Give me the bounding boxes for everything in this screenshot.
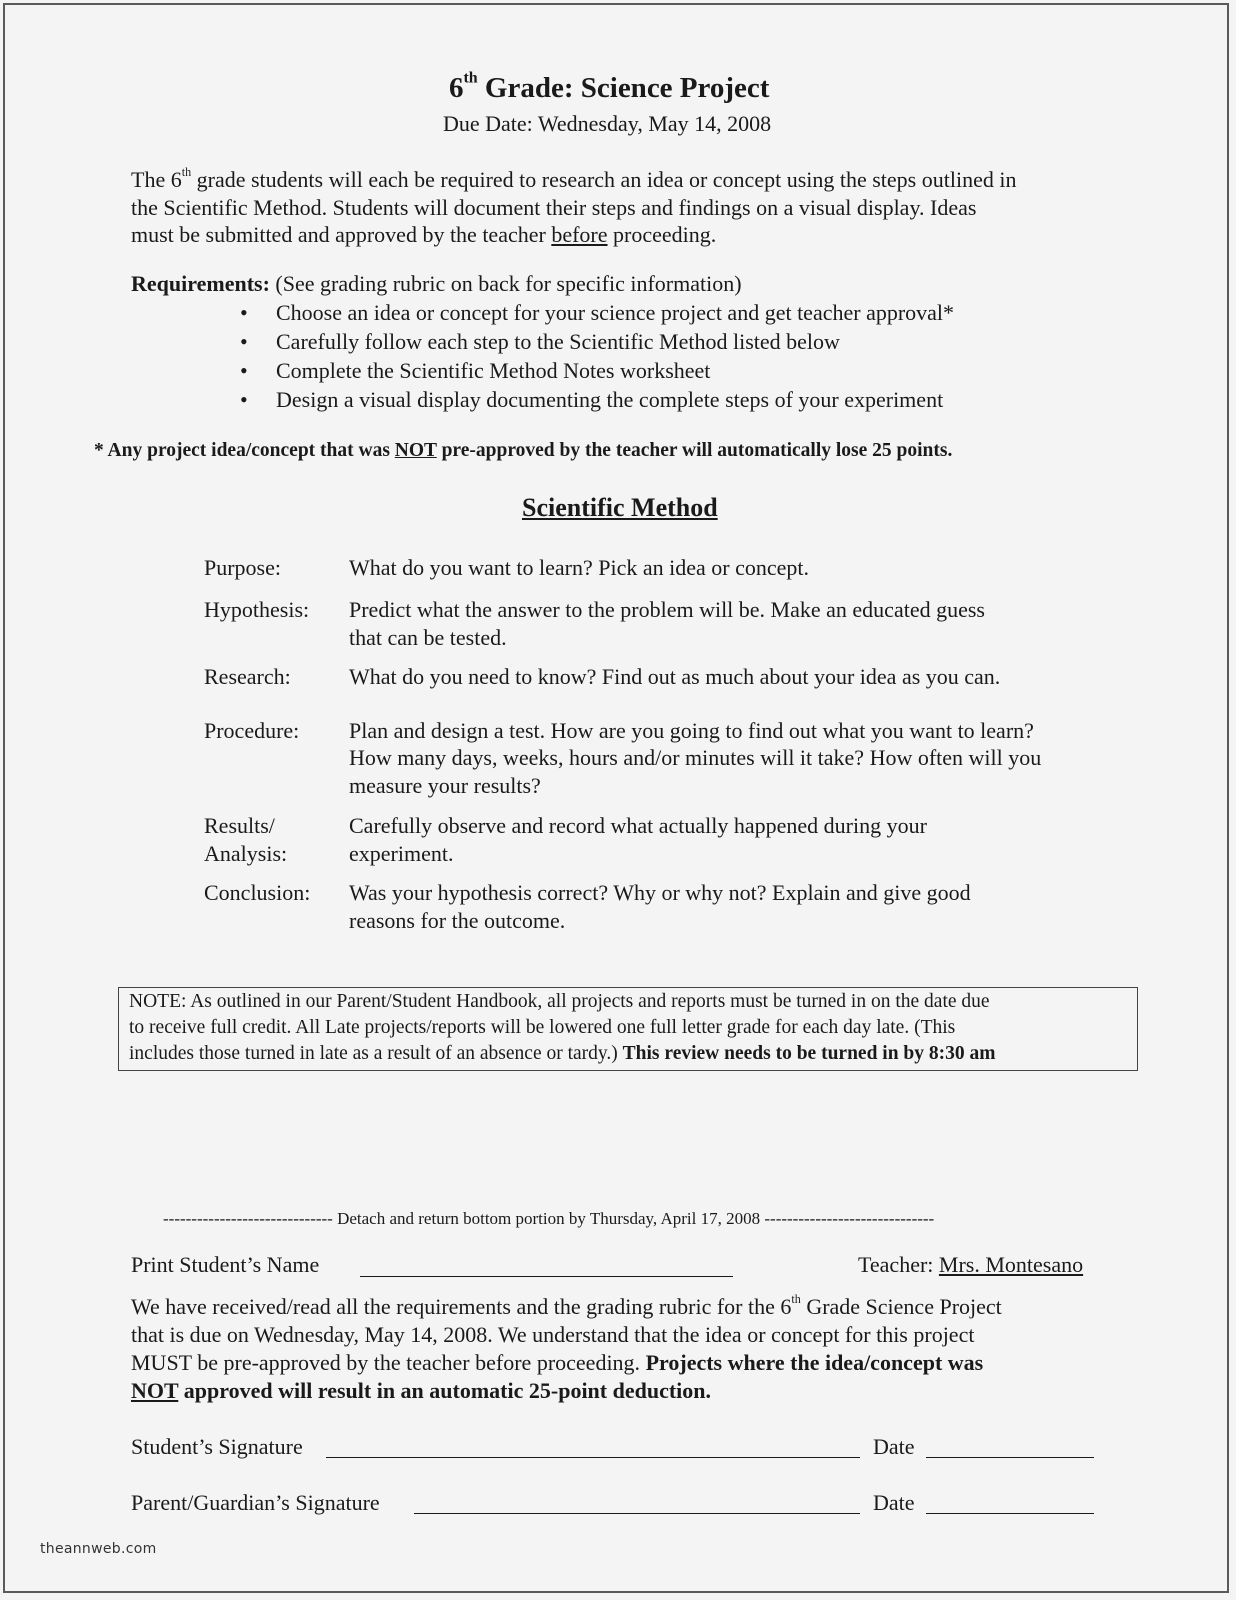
requirements-heading: Requirements: (See grading rubric on back for specific information) bbox=[131, 271, 742, 296]
step-label-research: Research: bbox=[204, 664, 291, 689]
bullet-icon: • bbox=[240, 300, 248, 325]
step-text-hypothesis: that can be tested. bbox=[349, 625, 507, 650]
intro-line-2: the Scientific Method. Students will document their steps and findings on a visual display. Ideas bbox=[131, 195, 977, 220]
requirement-item: Carefully follow each step to the Scientific Method listed below bbox=[276, 329, 840, 354]
student-name-field[interactable] bbox=[360, 1256, 733, 1277]
pre-approval-warning: * Any project idea/concept that was NOT pre-approved by the teacher will automatically lose 25 points. bbox=[94, 440, 953, 461]
student-name-label: Print Student’s Name bbox=[131, 1252, 320, 1277]
requirement-item: Complete the Scientific Method Notes worksheet bbox=[276, 358, 711, 383]
step-text-procedure: How many days, weeks, hours and/or minutes will it take? How often will you bbox=[349, 745, 1042, 770]
student-signature-label: Student’s Signature bbox=[131, 1434, 303, 1459]
parent-signature-field[interactable] bbox=[414, 1493, 860, 1514]
teacher-line: Teacher: Mrs. Montesano bbox=[858, 1252, 1084, 1277]
step-text-procedure: Plan and design a test. How are you going to find out what you want to learn? bbox=[349, 718, 1034, 743]
teacher-name: Mrs. Montesano bbox=[938, 1252, 1084, 1277]
step-label-results: Results/ bbox=[204, 813, 275, 838]
parent-date-label: Date bbox=[873, 1490, 915, 1515]
student-signature-field[interactable] bbox=[326, 1437, 860, 1458]
scientific-method-heading: Scientific Method bbox=[522, 493, 718, 522]
bullet-icon: • bbox=[240, 387, 248, 412]
note-line-3: includes those turned in late as a result of an absence or tardy.) This review needs to be turned in by 8:30 am bbox=[129, 1043, 996, 1064]
note-line-1: NOTE: As outlined in our Parent/Student Handbook, all projects and reports must be turned in on the date due bbox=[129, 991, 990, 1012]
step-label-hypothesis: Hypothesis: bbox=[204, 597, 310, 622]
step-text-conclusion: Was your hypothesis correct? Why or why not? Explain and give good bbox=[349, 880, 971, 905]
detach-line: ------------------------------ Detach and return bottom portion by Thursday, April 17, 2008 ------------------------------ bbox=[163, 1209, 935, 1228]
student-date-label: Date bbox=[873, 1434, 915, 1459]
ack-line-3: MUST be pre-approved by the teacher before proceeding. Projects where the idea/concept was bbox=[131, 1350, 984, 1375]
step-label-analysis: Analysis: bbox=[204, 841, 288, 866]
requirement-item: Design a visual display documenting the complete steps of your experiment bbox=[276, 387, 944, 412]
step-text-results: Carefully observe and record what actually happened during your bbox=[349, 813, 927, 838]
intro-line-3: must be submitted and approved by the teacher before proceeding. bbox=[131, 222, 717, 247]
step-label-purpose: Purpose: bbox=[204, 555, 281, 580]
parent-signature-label: Parent/Guardian’s Signature bbox=[131, 1490, 380, 1515]
requirement-item: Choose an idea or concept for your science project and get teacher approval* bbox=[276, 300, 955, 325]
note-box bbox=[118, 987, 1138, 1071]
page-title: 6th Grade: Science Project bbox=[449, 69, 770, 104]
site-watermark: theannweb.com bbox=[40, 1541, 157, 1557]
intro-line-1: The 6th grade students will each be required to research an idea or concept using the steps outlined in bbox=[131, 165, 1017, 192]
step-text-procedure: measure your results? bbox=[349, 773, 541, 798]
step-label-procedure: Procedure: bbox=[204, 718, 300, 743]
step-text-results: experiment. bbox=[349, 841, 454, 866]
parent-date-field[interactable] bbox=[926, 1493, 1094, 1514]
step-text-hypothesis: Predict what the answer to the problem will be. Make an educated guess bbox=[349, 597, 985, 622]
step-text-conclusion: reasons for the outcome. bbox=[349, 908, 566, 933]
bullet-icon: • bbox=[240, 329, 248, 354]
bullet-icon: • bbox=[240, 358, 248, 383]
step-text-research: What do you need to know? Find out as much about your idea as you can. bbox=[349, 664, 1001, 689]
ack-line-2: that is due on Wednesday, May 14, 2008. We understand that the idea or concept for this project bbox=[131, 1322, 975, 1347]
student-date-field[interactable] bbox=[926, 1437, 1094, 1458]
ack-line-4: NOT approved will result in an automatic 25-point deduction. bbox=[131, 1378, 712, 1403]
step-label-conclusion: Conclusion: bbox=[204, 880, 311, 905]
ack-line-1: We have received/read all the requirements and the grading rubric for the 6th Grade Science Project bbox=[131, 1292, 1002, 1319]
step-text-purpose: What do you want to learn? Pick an idea or concept. bbox=[349, 555, 810, 580]
note-line-2: to receive full credit. All Late projects/reports will be lowered one full letter grade for each day late. (This bbox=[129, 1017, 956, 1038]
due-date: Due Date: Wednesday, May 14, 2008 bbox=[443, 111, 772, 136]
